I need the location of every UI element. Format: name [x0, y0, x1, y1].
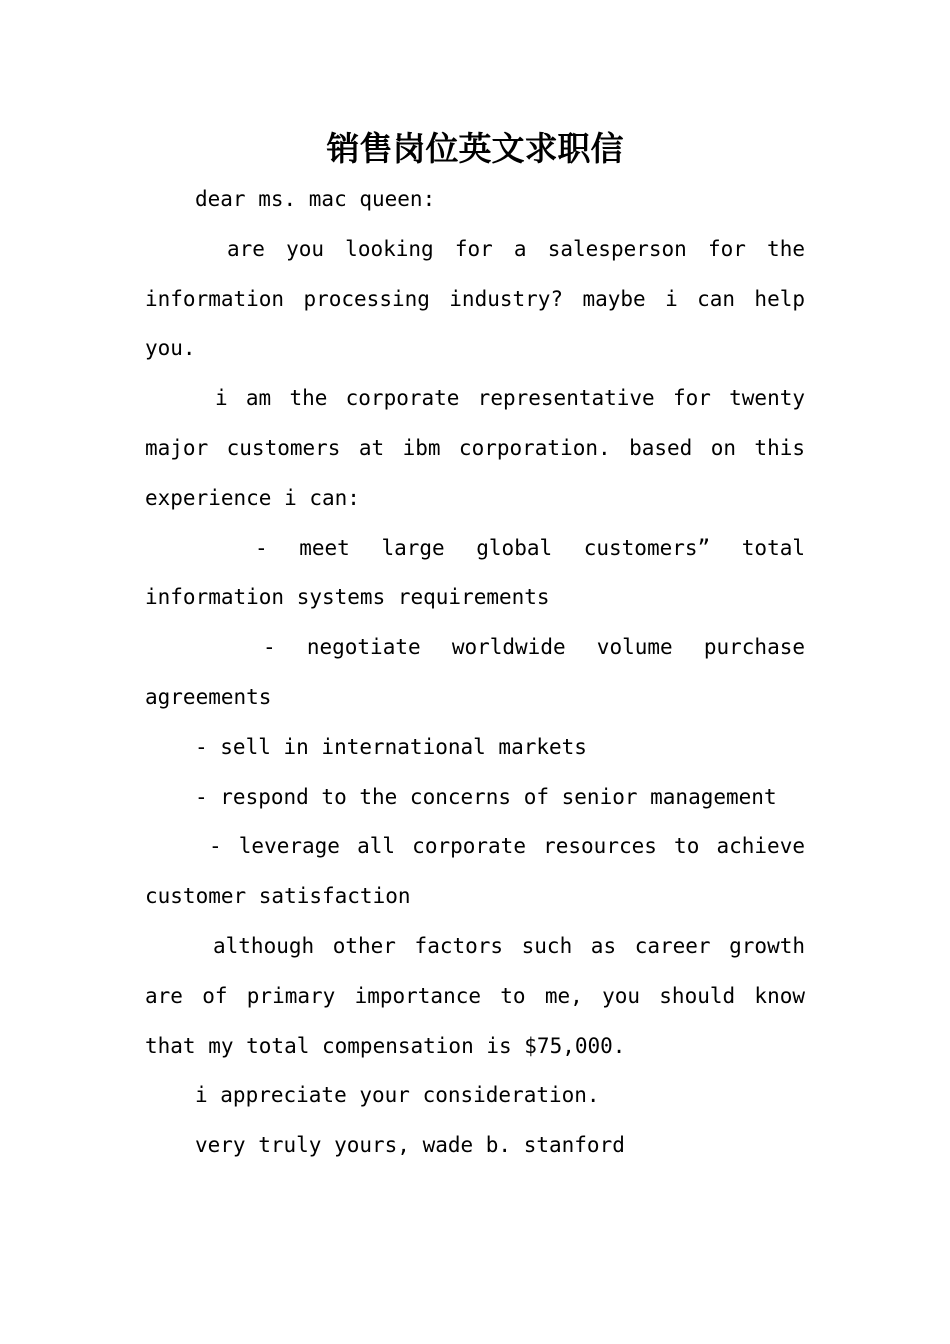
bullet-item: - negotiate worldwide volume purchase agreements	[145, 635, 805, 709]
letter-body	[145, 175, 805, 1171]
salutation: dear ms. mac queen:	[195, 187, 436, 211]
bullet-item: - leverage all corporate resources to achieve customer satisfaction	[145, 834, 805, 909]
bullet-item: - sell in international markets	[195, 734, 587, 759]
bullet-item: - meet large global customers” total information systems requirements	[145, 535, 805, 610]
bullet-item: - respond to the concerns of senior management	[195, 784, 777, 809]
paragraph-intro: are you looking for a salesperson for the information processing industry? maybe i can help you.	[145, 236, 805, 361]
closing-signature: very truly yours, wade b. stanford	[195, 1133, 625, 1158]
paragraph-compensation: although other factors such as career growth are of primary importance to me, you should know that my total compensation is $75,000.	[145, 933, 805, 1058]
document-title: 销售岗位英文求职信	[326, 129, 624, 168]
paragraph-appreciation: i appreciate your consideration.	[195, 1083, 600, 1108]
paragraph-experience: i am the corporate representative for twenty major customers at ibm corporation. based on this experience i can:	[145, 386, 805, 510]
